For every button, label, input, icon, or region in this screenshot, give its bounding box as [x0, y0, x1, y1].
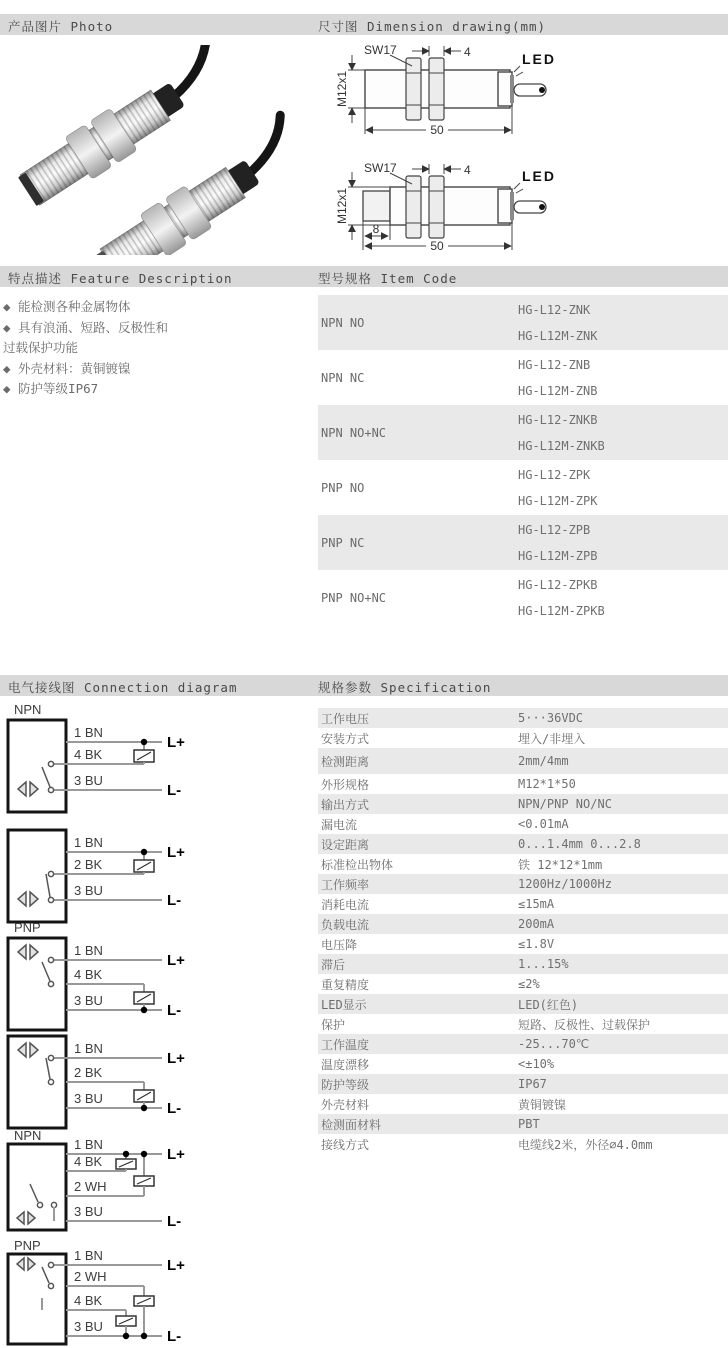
table-row — [318, 1014, 728, 1034]
spec-value: 5···36VDC — [518, 711, 584, 725]
wire-label: 1 BN — [74, 1248, 103, 1263]
spec-value: LED(红色) — [518, 997, 579, 1012]
item-code: HG-L12-ZNK — [518, 302, 591, 317]
item-codes — [518, 570, 728, 625]
table-row — [318, 1034, 728, 1054]
table-row — [318, 1054, 728, 1074]
wire-label: 1 BN — [74, 1041, 103, 1056]
spec-label: 外形规格 — [321, 777, 370, 792]
spec-value: ≤15mA — [518, 897, 555, 911]
sw17-label: SW17 — [364, 43, 397, 57]
header-bar-top — [0, 14, 728, 35]
nut-width-label: 4 — [464, 163, 471, 177]
item-code: HG-L12M-ZNB — [518, 383, 598, 398]
wire-label: 3 BU — [74, 1204, 103, 1219]
specification-table — [318, 708, 728, 1154]
spec-label: 保护 — [321, 1017, 346, 1032]
output-type: NPN NO — [321, 315, 365, 330]
thread-label: M12x1 — [335, 187, 349, 225]
spec-value: 1200Hz/1000Hz — [518, 877, 612, 891]
wire-label: 4 BK — [74, 1293, 103, 1308]
spec-label: 标准检出物体 — [321, 857, 394, 872]
wire-label: 1 BN — [74, 725, 103, 740]
spec-value: <0.01mA — [518, 817, 569, 831]
supply-minus-label: L- — [167, 1213, 182, 1230]
spec-label: 温度漂移 — [321, 1057, 370, 1072]
spec-value: <±10% — [518, 1057, 555, 1071]
length-label: 50 — [430, 123, 444, 137]
wire-label: 1 BN — [74, 943, 103, 958]
diagram-type-label: PNP — [14, 1238, 41, 1253]
wire-label: 2 WH — [74, 1269, 107, 1284]
wiring-diagram-pnp-nc — [4, 1028, 214, 1134]
item-codes — [518, 350, 728, 405]
wire-label: 3 BU — [74, 1091, 103, 1106]
dimension-drawing-non-flush — [322, 150, 728, 258]
wiring-diagram-pnp-no — [4, 918, 214, 1036]
spec-value: M12*1*50 — [518, 777, 576, 791]
section-title-connection: 电气接线图 Connection diagram — [8, 680, 238, 695]
spec-label: 外壳材料 — [321, 1097, 370, 1112]
spec-value: 0...1.4mm 0...2.8 — [518, 837, 641, 851]
table-row — [318, 794, 728, 814]
spec-label: 检测距离 — [321, 754, 370, 769]
item-code: HG-L12M-ZNKB — [518, 438, 605, 453]
product-photo — [4, 45, 304, 255]
table-row — [318, 954, 728, 974]
table-row — [318, 295, 728, 350]
supply-plus-label: L+ — [167, 1050, 185, 1067]
spec-label: 接线方式 — [321, 1137, 370, 1152]
spec-label: 电压降 — [321, 937, 358, 952]
spec-label: 设定距离 — [321, 837, 370, 852]
wire-label: 3 BU — [74, 773, 103, 788]
spec-value: 短路、反极性、过载保护 — [518, 1017, 651, 1032]
spec-label: 工作电压 — [321, 711, 370, 726]
wire-label: 3 BU — [74, 993, 103, 1008]
spec-label: 消耗电流 — [321, 897, 370, 912]
table-row — [318, 1114, 728, 1134]
wire-label: 3 BU — [74, 1319, 103, 1334]
item-code: HG-L12M-ZPK — [518, 493, 598, 508]
item-code-table — [318, 295, 728, 625]
table-row — [318, 934, 728, 954]
spec-value: PBT — [518, 1117, 540, 1131]
diagram-type-label: PNP — [14, 920, 41, 935]
item-code: HG-L12M-ZPB — [518, 548, 598, 563]
item-codes — [518, 295, 728, 350]
spec-label: 负载电流 — [321, 917, 370, 932]
table-row — [318, 814, 728, 834]
table-row — [318, 1134, 728, 1154]
wiring-diagram-pnp-no-nc — [4, 1238, 214, 1348]
supply-minus-label: L- — [167, 1002, 182, 1019]
spec-label: 重复精度 — [321, 977, 370, 992]
table-row — [318, 854, 728, 874]
spec-value: 200mA — [518, 917, 555, 931]
table-row — [318, 894, 728, 914]
supply-minus-label: L- — [167, 1328, 182, 1345]
wiring-diagram-npn-no — [4, 700, 214, 818]
diagram-type-label: NPN — [14, 1128, 42, 1143]
spec-label: 漏电流 — [321, 817, 358, 832]
item-code: HG-L12M-ZNK — [518, 328, 598, 343]
item-code: HG-L12-ZPKB — [518, 577, 598, 592]
feature-list — [3, 297, 303, 400]
spec-label: 输出方式 — [321, 797, 370, 812]
table-row — [318, 570, 728, 625]
section-title-item-code: 型号规格 Item Code — [318, 271, 458, 286]
feature-item: ◆ 具有浪涌、短路、反极性和 — [3, 319, 169, 335]
supply-plus-label: L+ — [167, 734, 185, 751]
nut-width-label: 4 — [464, 45, 471, 59]
spec-label: 安装方式 — [321, 731, 370, 746]
feature-item: 过载保护功能 — [3, 340, 79, 355]
table-row — [318, 728, 728, 748]
feature-item: ◆ 能检测各种金属物体 — [3, 299, 131, 314]
item-code: HG-L12M-ZPKB — [518, 603, 605, 618]
item-code: HG-L12-ZNB — [518, 357, 591, 372]
wiring-diagram-npn-no-nc — [4, 1128, 214, 1234]
wire-label: 2 BK — [74, 1065, 103, 1080]
table-row — [318, 914, 728, 934]
table-row — [318, 1094, 728, 1114]
section-title-dimension: 尺寸图 Dimension drawing(mm) — [318, 19, 547, 34]
diagram-type-label: NPN — [14, 702, 42, 717]
header-bar-bottom — [0, 675, 728, 696]
table-row — [318, 708, 728, 728]
section-title-specification: 规格参数 Specification — [318, 680, 492, 695]
item-code: HG-L12-ZPB — [518, 522, 591, 537]
table-row — [318, 974, 728, 994]
spec-value: ≤2% — [518, 977, 540, 991]
section-title-photo: 产品图片 Photo — [8, 19, 114, 34]
table-row — [318, 774, 728, 794]
table-row — [318, 994, 728, 1014]
item-code: HG-L12-ZPK — [518, 467, 591, 482]
spec-value: NPN/PNP NO/NC — [518, 797, 612, 811]
wire-label: 2 WH — [74, 1179, 107, 1194]
table-row — [318, 874, 728, 894]
spec-value: 铁 12*12*1mm — [518, 857, 603, 872]
section-title-features: 特点描述 Feature Description — [8, 271, 233, 286]
spec-label: 工作频率 — [321, 877, 370, 892]
table-row — [318, 405, 728, 460]
supply-plus-label: L+ — [167, 1257, 185, 1274]
item-codes — [518, 515, 728, 570]
spec-value: 电缆线2米，外径∅4.0mm — [518, 1137, 653, 1152]
spec-value: 1...15% — [518, 957, 569, 971]
spec-label: 工作温度 — [321, 1037, 370, 1052]
thread-label: M12x1 — [335, 70, 349, 108]
led-label: LED — [522, 51, 556, 67]
table-row — [318, 350, 728, 405]
spec-label: 检测面材料 — [321, 1117, 382, 1132]
table-row — [318, 515, 728, 570]
spec-label: LED显示 — [321, 997, 367, 1012]
item-codes — [518, 460, 728, 515]
output-type: PNP NO — [321, 480, 365, 495]
led-label: LED — [522, 168, 556, 184]
output-type: NPN NO+NC — [321, 425, 387, 440]
wiring-diagram-npn-nc — [4, 822, 214, 926]
table-row — [318, 460, 728, 515]
wire-label: 4 BK — [74, 1154, 103, 1169]
table-row — [318, 1074, 728, 1094]
output-type: NPN NC — [321, 370, 365, 385]
wire-label: 1 BN — [74, 835, 103, 850]
spec-value: -25...70℃ — [518, 1037, 590, 1051]
output-type: PNP NO+NC — [321, 590, 387, 605]
supply-plus-label: L+ — [167, 844, 185, 861]
spec-value: 黄铜镀镍 — [518, 1097, 567, 1112]
supply-minus-label: L- — [167, 782, 182, 799]
supply-minus-label: L- — [167, 1100, 182, 1117]
table-row — [318, 834, 728, 854]
table-row — [318, 748, 728, 774]
spec-value: 埋入/非埋入 — [518, 731, 586, 746]
spec-label: 滞后 — [321, 957, 346, 972]
feature-item: ◆ 外壳材料：黄铜镀镍 — [3, 360, 131, 376]
supply-plus-label: L+ — [167, 952, 185, 969]
wire-label: 4 BK — [74, 967, 103, 982]
item-code: HG-L12-ZNKB — [518, 412, 598, 427]
item-codes — [518, 405, 728, 460]
wire-label: 1 BN — [74, 1137, 103, 1152]
wire-label: 4 BK — [74, 747, 103, 762]
length-label: 50 — [430, 239, 444, 253]
wire-label: 3 BU — [74, 883, 103, 898]
feature-item: ◆ 防护等级IP67 — [3, 381, 99, 396]
sw17-label: SW17 — [364, 161, 397, 175]
spec-value: IP67 — [518, 1077, 547, 1091]
spec-value: ≤1.8V — [518, 937, 555, 951]
output-type: PNP NC — [321, 535, 365, 550]
spec-value: 2mm/4mm — [518, 754, 569, 768]
spec-label: 防护等级 — [321, 1077, 370, 1092]
tip-length-label: 8 — [372, 222, 380, 236]
supply-minus-label: L- — [167, 892, 182, 909]
supply-plus-label: L+ — [167, 1146, 185, 1163]
wire-label: 2 BK — [74, 857, 103, 872]
dimension-drawing-flush — [322, 42, 728, 146]
header-bar-middle — [0, 266, 728, 287]
